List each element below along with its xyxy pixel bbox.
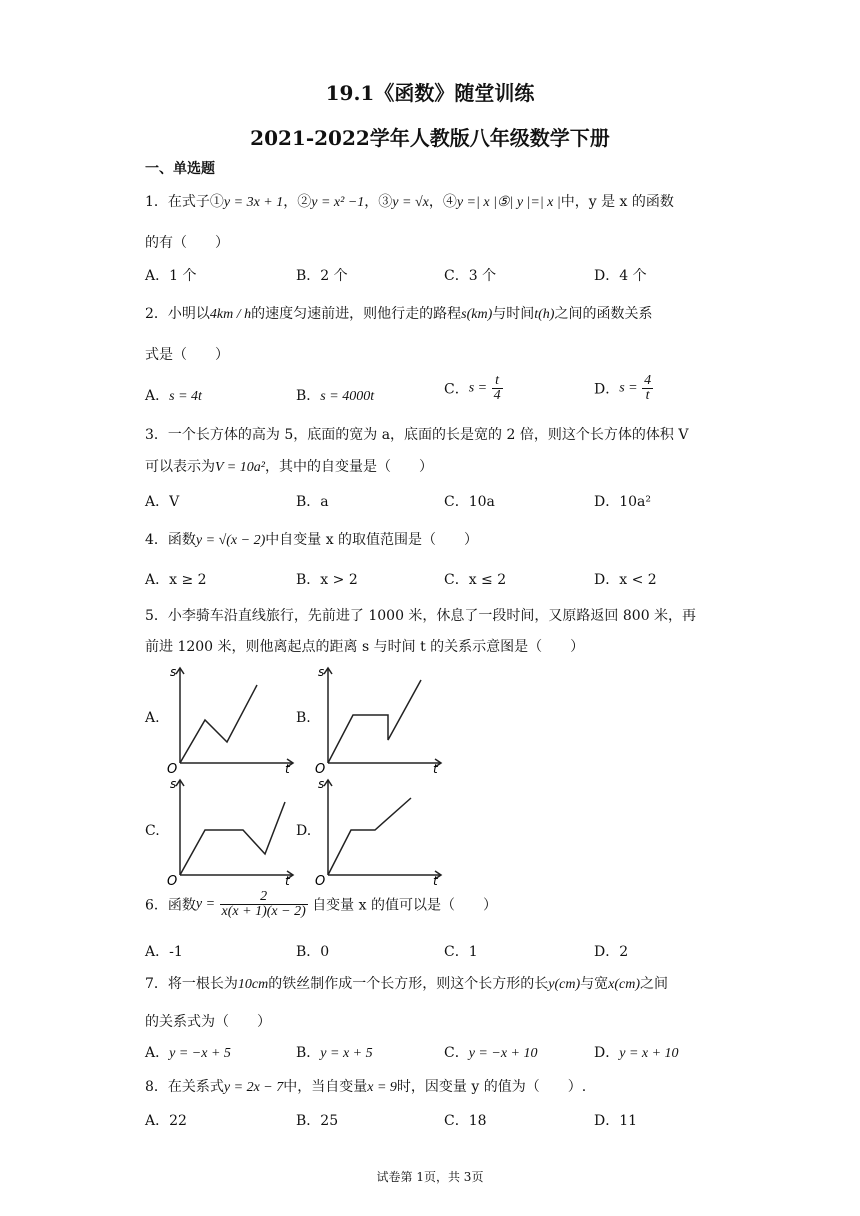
q5-graph-a[interactable] xyxy=(165,660,300,775)
question-3-line-1: 3．一个长方体的高为 5，底面的宽为 a，底面的长是宽的 2 倍，则这个长方体的体积 V xyxy=(145,427,689,443)
question-6-line-1: 6．函数y = $\frac{2}{x(x + 1)(x - 2)}$ 自变量 x 的值可以是（ ） xyxy=(145,889,497,919)
origin-label: O xyxy=(167,762,178,775)
q3-option-b[interactable]: B．a xyxy=(296,494,329,510)
question-7-line-1: 7．将一根长为10cm的铁丝制作成一个长方形，则这个长方形的长y(cm)与宽x(cm)之间 xyxy=(145,976,668,992)
axis-label-t: t xyxy=(433,762,438,775)
q2-option-a[interactable]: A．s = 4t xyxy=(145,388,202,404)
question-8-line-1: 8．在关系式y = 2x − 7中，当自变量x = 9时，因变量 y 的值为（ ）. xyxy=(145,1079,587,1095)
axis-label-s: s xyxy=(318,665,325,679)
q4-option-a[interactable]: A．x ≥ 2 xyxy=(145,572,207,588)
q8-option-d[interactable]: D．11 xyxy=(594,1113,638,1129)
axis-label-s: s xyxy=(170,777,177,791)
q6-option-a[interactable]: A．-1 xyxy=(145,944,183,960)
graph-line xyxy=(180,802,285,875)
q1-option-b[interactable]: B．2 个 xyxy=(296,268,348,284)
graph-line xyxy=(328,680,421,763)
origin-label: O xyxy=(315,874,326,887)
q6-fraction: $\frac{2}{x(x + 1)(x - 2)}$ xyxy=(221,889,306,919)
q5-graph-b[interactable] xyxy=(313,660,448,775)
q1-expr-4: y =| x |⑤| y |=| x | xyxy=(456,195,561,210)
q7-option-b[interactable]: B．y = x + 5 xyxy=(296,1045,373,1061)
page-title: 19.1《函数》随堂训练 xyxy=(325,81,535,105)
q5-option-b-label[interactable]: B. xyxy=(296,710,311,726)
section-heading: 一、单选题 xyxy=(145,161,215,177)
page-footer: 试卷第 1页，共 3页 xyxy=(376,1170,484,1184)
question-3-line-2: 可以表示为V = 10a²，其中的自变量是（ ） xyxy=(145,459,433,475)
q8-option-c[interactable]: C．18 xyxy=(444,1113,487,1129)
question-1-line-1: 1．在式子①y = 3x + 1，②y = x² −1，③y = √x，④y =| x |⑤| y |=| x |中，y 是 x 的函数 xyxy=(145,194,674,210)
q2-option-b[interactable]: B．s = 4000t xyxy=(296,388,375,404)
q4-option-d[interactable]: D．x < 2 xyxy=(594,572,657,588)
question-5-line-2: 前进 1200 米，则他离起点的距离 s 与时间 t 的关系示意图是（ ） xyxy=(145,639,585,655)
q1-option-c[interactable]: C．3 个 xyxy=(444,268,497,284)
graph-line xyxy=(328,798,411,875)
question-1-line-2: 的有（ ） xyxy=(145,235,229,251)
axis-label-s: s xyxy=(170,665,177,679)
q4-option-c[interactable]: C．x ≤ 2 xyxy=(444,572,507,588)
q3-option-a[interactable]: A．V xyxy=(145,494,180,510)
q4-option-b[interactable]: B．x > 2 xyxy=(296,572,358,588)
q1-expr-1: y = 3x + 1 xyxy=(223,195,284,210)
q1-expr-2: y = x² −1 xyxy=(311,195,365,210)
q2-option-d[interactable]: D．s = $\frac{4}{t}$ xyxy=(594,373,652,403)
axis-label-s: s xyxy=(318,777,325,791)
origin-label: O xyxy=(167,874,178,887)
axis-label-t: t xyxy=(433,874,438,887)
axis-label-t: t xyxy=(285,874,290,887)
q8-option-b[interactable]: B．25 xyxy=(296,1113,339,1129)
axis-label-t: t xyxy=(285,762,290,775)
q5-option-d-label[interactable]: D. xyxy=(296,823,312,839)
question-2-line-1: 2．小明以4km / h的速度匀速前进，则他行走的路程s(km)与时间t(h)之间的函数关系 xyxy=(145,306,653,322)
q7-option-a[interactable]: A．y = −x + 5 xyxy=(145,1045,231,1061)
q2-option-c[interactable]: C．s = $\frac{t}{4}$ xyxy=(444,373,501,403)
q8-option-a[interactable]: A．22 xyxy=(145,1113,187,1129)
graph-line xyxy=(180,685,257,763)
q5-option-a-label[interactable]: A. xyxy=(145,710,160,726)
q1-option-d[interactable]: D．4 个 xyxy=(594,268,647,284)
page-subtitle: 2021-2022学年人教版八年级数学下册 xyxy=(250,126,610,150)
question-2-line-2: 式是（ ） xyxy=(145,347,229,363)
q6-option-d[interactable]: D．2 xyxy=(594,944,629,960)
question-5-line-1: 5．小李骑车沿直线旅行，先前进了 1000 米，休息了一段时间，又原路返回 800 米，再 xyxy=(145,608,697,624)
q6-option-c[interactable]: C．1 xyxy=(444,944,478,960)
question-7-line-2: 的关系式为（ ） xyxy=(145,1014,271,1030)
question-4-line-1: 4．函数y = √(x − 2)中自变量 x 的取值范围是（ ） xyxy=(145,532,479,548)
q7-option-d[interactable]: D．y = x + 10 xyxy=(594,1045,679,1061)
q6-option-b[interactable]: B．0 xyxy=(296,944,330,960)
q3-option-d[interactable]: D．10a² xyxy=(594,494,651,510)
q5-graph-d[interactable] xyxy=(313,772,448,887)
q5-graph-c[interactable] xyxy=(165,772,300,887)
q7-option-c[interactable]: C．y = −x + 10 xyxy=(444,1045,538,1061)
origin-label: O xyxy=(315,762,326,775)
q3-option-c[interactable]: C．10a xyxy=(444,494,495,510)
q1-option-a[interactable]: A．1 个 xyxy=(145,268,197,284)
q1-expr-3: y = √x xyxy=(392,195,429,210)
q5-option-c-label[interactable]: C. xyxy=(145,823,160,839)
